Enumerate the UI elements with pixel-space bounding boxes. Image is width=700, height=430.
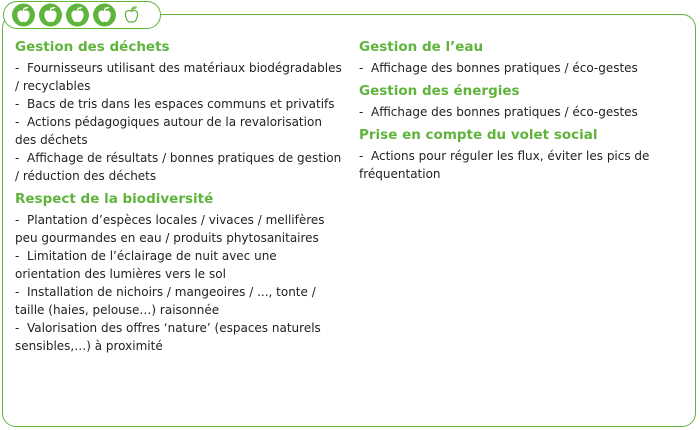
list-item-text: Affichage des bonnes pratiques / éco-gestes xyxy=(371,61,638,75)
list-item xyxy=(359,103,689,121)
apple-icon-filled xyxy=(12,3,35,27)
list-item-text: Fournisseurs utilisant des matériaux biodégradables / recyclables xyxy=(15,61,342,93)
list-item xyxy=(15,113,345,149)
list-item-text: Actions pédagogiques autour de la revalorisation des déchets xyxy=(15,115,322,147)
dash-bullet: - xyxy=(359,105,364,119)
left-column xyxy=(15,38,345,360)
list-item xyxy=(15,319,345,355)
section-title: Respect de la biodiversité xyxy=(15,191,214,207)
apple-icon-filled xyxy=(93,3,116,27)
list-item xyxy=(15,247,345,283)
apple-icon-filled xyxy=(66,3,89,27)
section-list xyxy=(15,59,345,185)
list-item-text: Installation de nichoirs / mangeoires / ..., tonte / taille (haies, pelouse…) raisonnée xyxy=(15,285,316,317)
dash-bullet: - xyxy=(15,115,20,129)
dash-bullet: - xyxy=(359,149,364,163)
list-item xyxy=(15,283,345,319)
right-column xyxy=(359,38,689,188)
list-item-text: Plantation d’espèces locales / vivaces / mellifères peu gourmandes en eau / produits phytosanitaires xyxy=(15,213,325,245)
list-item-text: Limitation de l’éclairage de nuit avec une orientation des lumières vers le sol xyxy=(15,249,277,281)
list-item xyxy=(15,149,345,185)
section-list xyxy=(359,103,689,121)
section-list xyxy=(15,211,345,355)
list-item-text: Valorisation des offres ‘nature’ (espaces naturels sensibles,…) à proximité xyxy=(15,321,321,353)
section-list xyxy=(359,59,689,77)
apple-rating xyxy=(3,1,161,29)
list-item xyxy=(359,147,689,183)
section-title: Prise en compte du volet social xyxy=(359,127,598,143)
list-item xyxy=(15,211,345,247)
section-title: Gestion des déchets xyxy=(15,39,170,55)
list-item-text: Affichage de résultats / bonnes pratiques de gestion / réduction des déchets xyxy=(15,151,342,183)
section-title: Gestion de l’eau xyxy=(359,39,484,55)
dash-bullet: - xyxy=(359,61,364,75)
section-title: Gestion des énergies xyxy=(359,83,520,99)
dash-bullet: - xyxy=(15,61,20,75)
dash-bullet: - xyxy=(15,285,20,299)
list-item-text: Affichage des bonnes pratiques / éco-gestes xyxy=(371,105,638,119)
list-item xyxy=(15,59,345,95)
list-item-text: Bacs de tris dans les espaces communs et privatifs xyxy=(27,97,335,111)
list-item-text: Actions pour réguler les flux, éviter les pics de fréquentation xyxy=(359,149,650,181)
apple-icon-empty xyxy=(120,3,143,27)
list-item xyxy=(15,95,345,113)
dash-bullet: - xyxy=(15,321,20,335)
dash-bullet: - xyxy=(15,151,20,165)
apple-icon-filled xyxy=(39,3,62,27)
list-item xyxy=(359,59,689,77)
dash-bullet: - xyxy=(15,213,20,227)
dash-bullet: - xyxy=(15,249,20,263)
section-list xyxy=(359,147,689,183)
dash-bullet: - xyxy=(15,97,20,111)
